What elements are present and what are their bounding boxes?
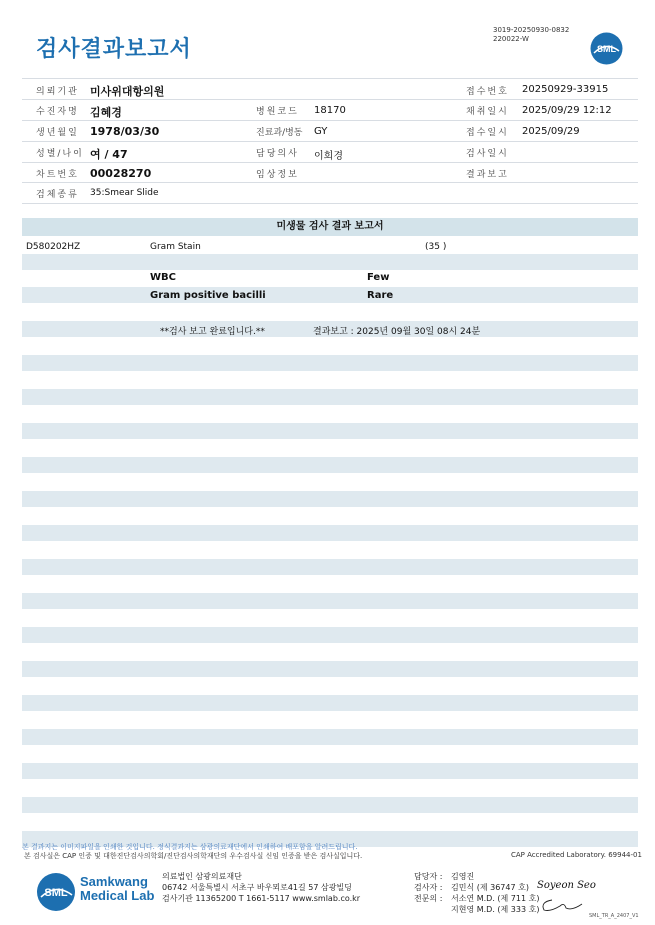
result-name: WBC	[150, 272, 176, 283]
chart-label: 차트번호	[36, 170, 79, 180]
lab-contact: 검사기관 11365200 T 1661-5117 www.smlab.co.kr	[162, 894, 361, 903]
dob-label: 생년월일	[36, 128, 79, 138]
report-label: 결과보고	[466, 170, 509, 180]
row-band	[22, 254, 638, 270]
test-code: D580202HZ	[26, 242, 81, 252]
document-id-line2: 220022-W	[493, 35, 529, 43]
row-band	[22, 627, 638, 643]
row-band	[22, 695, 638, 711]
specimen-label: 검체종류	[36, 190, 79, 200]
lab-address: 06742 서울특별시 서초구 바우뫼로41길 57 삼광빌딩	[162, 883, 352, 892]
test-name: Gram Stain	[150, 242, 201, 252]
clinical-label: 임상정보	[256, 170, 299, 180]
report-time: 결과보고 : 2025년 09월 30일 08시 24분	[313, 327, 481, 337]
receipt-no-label: 접수번호	[466, 87, 509, 97]
row-band	[22, 287, 638, 303]
row-band	[22, 355, 638, 371]
dept-value: GY	[314, 126, 328, 137]
patient-label: 수진자명	[36, 107, 79, 117]
lab-name-line2: Medical Lab	[80, 888, 155, 903]
hospital-label: 의뢰기관	[36, 87, 79, 97]
divider	[22, 78, 638, 79]
sml-logo	[589, 31, 624, 66]
signature-soyeon: Soyeon Seo	[537, 880, 596, 891]
specialist2-value: 지현영 M.D. (제 333 호)	[451, 905, 540, 914]
doctor-value: 이희경	[314, 151, 343, 162]
complete-message: **검사 보고 완료입니다.**	[160, 327, 265, 337]
hospital-value: 미사위대항의원	[90, 85, 165, 98]
row-band	[22, 763, 638, 779]
sex-age-label: 성별/나이	[36, 149, 84, 159]
page-title: 검사결과보고서	[36, 37, 192, 62]
cap-accreditation: CAP Accredited Laboratory. 69944-01	[511, 851, 642, 859]
document-id	[493, 26, 569, 44]
dob-value: 1978/03/30	[90, 125, 160, 138]
tester-value: 김민식 (제 36747 호)	[451, 883, 529, 892]
ward-code-label: 병원코드	[256, 107, 299, 117]
row-band	[22, 593, 638, 609]
test-count: (35 )	[425, 242, 447, 252]
lab-name-line1: Samkwang	[80, 874, 148, 889]
form-code: SML_TR_A_2407_V1	[589, 913, 639, 919]
image-notice: 본 결과지는 이미지파일을 인쇄한 것입니다. 정식결과지는 삼광의료재단에서 인쇄하여 배포함을 알려드립니다.	[22, 843, 358, 851]
divider	[22, 182, 638, 183]
foundation-name: 의료법인 삼광의료재단	[162, 872, 242, 881]
divider	[22, 141, 638, 142]
signature-scribble	[538, 896, 584, 914]
patient-value: 김혜경	[90, 106, 122, 119]
result-value: Few	[367, 272, 390, 283]
sml-logo-text: SML	[597, 44, 616, 54]
staff-value: 김영진	[451, 872, 475, 881]
ward-code-value: 18170	[314, 105, 346, 116]
lab-address-block	[162, 871, 360, 904]
row-band	[22, 423, 638, 439]
dept-label: 진료과/병동	[256, 128, 303, 138]
receipt-no-value: 20250929-33915	[522, 84, 609, 95]
row-band	[22, 389, 638, 405]
staff-label: 담당자 :	[414, 872, 443, 881]
document-id-line1: 3019-20250930-0832	[493, 26, 570, 34]
row-band	[22, 491, 638, 507]
receipt-date-label: 접수일시	[466, 128, 509, 138]
divider	[22, 203, 638, 204]
specimen-value: 35:Smear Slide	[90, 188, 159, 198]
tester-label: 검사자 :	[414, 883, 443, 892]
divider	[22, 99, 638, 100]
row-band	[22, 729, 638, 745]
test-date-label: 검사일시	[466, 149, 509, 159]
sex-age-value: 여 / 47	[90, 148, 128, 161]
row-band	[22, 525, 638, 541]
certification-text: 본 검사실은 CAP 인증 및 대한진단검사의학회/진단검사의학재단의 우수검사실 신임 인증을 받은 검사실입니다.	[24, 852, 363, 860]
divider	[22, 162, 638, 163]
collect-date-label: 채취일시	[466, 107, 509, 117]
specialist1-value: 서소연 M.D. (제 711 호)	[451, 894, 540, 903]
result-value: Rare	[367, 290, 394, 301]
row-band	[22, 661, 638, 677]
divider	[22, 120, 638, 121]
section-heading: 미생물 검사 결과 보고서	[22, 218, 638, 236]
samkwang-logo	[35, 871, 77, 913]
receipt-date-value: 2025/09/29	[522, 126, 580, 137]
collect-date-value: 2025/09/29 12:12	[522, 105, 612, 116]
row-band	[22, 457, 638, 473]
row-band	[22, 559, 638, 575]
doctor-label: 담당의사	[256, 149, 299, 159]
specialist-label: 전문의 :	[414, 894, 443, 903]
chart-value: 00028270	[90, 167, 152, 180]
samkwang-logo-text: SML	[44, 887, 68, 899]
row-band	[22, 797, 638, 813]
result-name: Gram positive bacilli	[150, 290, 266, 301]
lab-name	[80, 875, 154, 903]
